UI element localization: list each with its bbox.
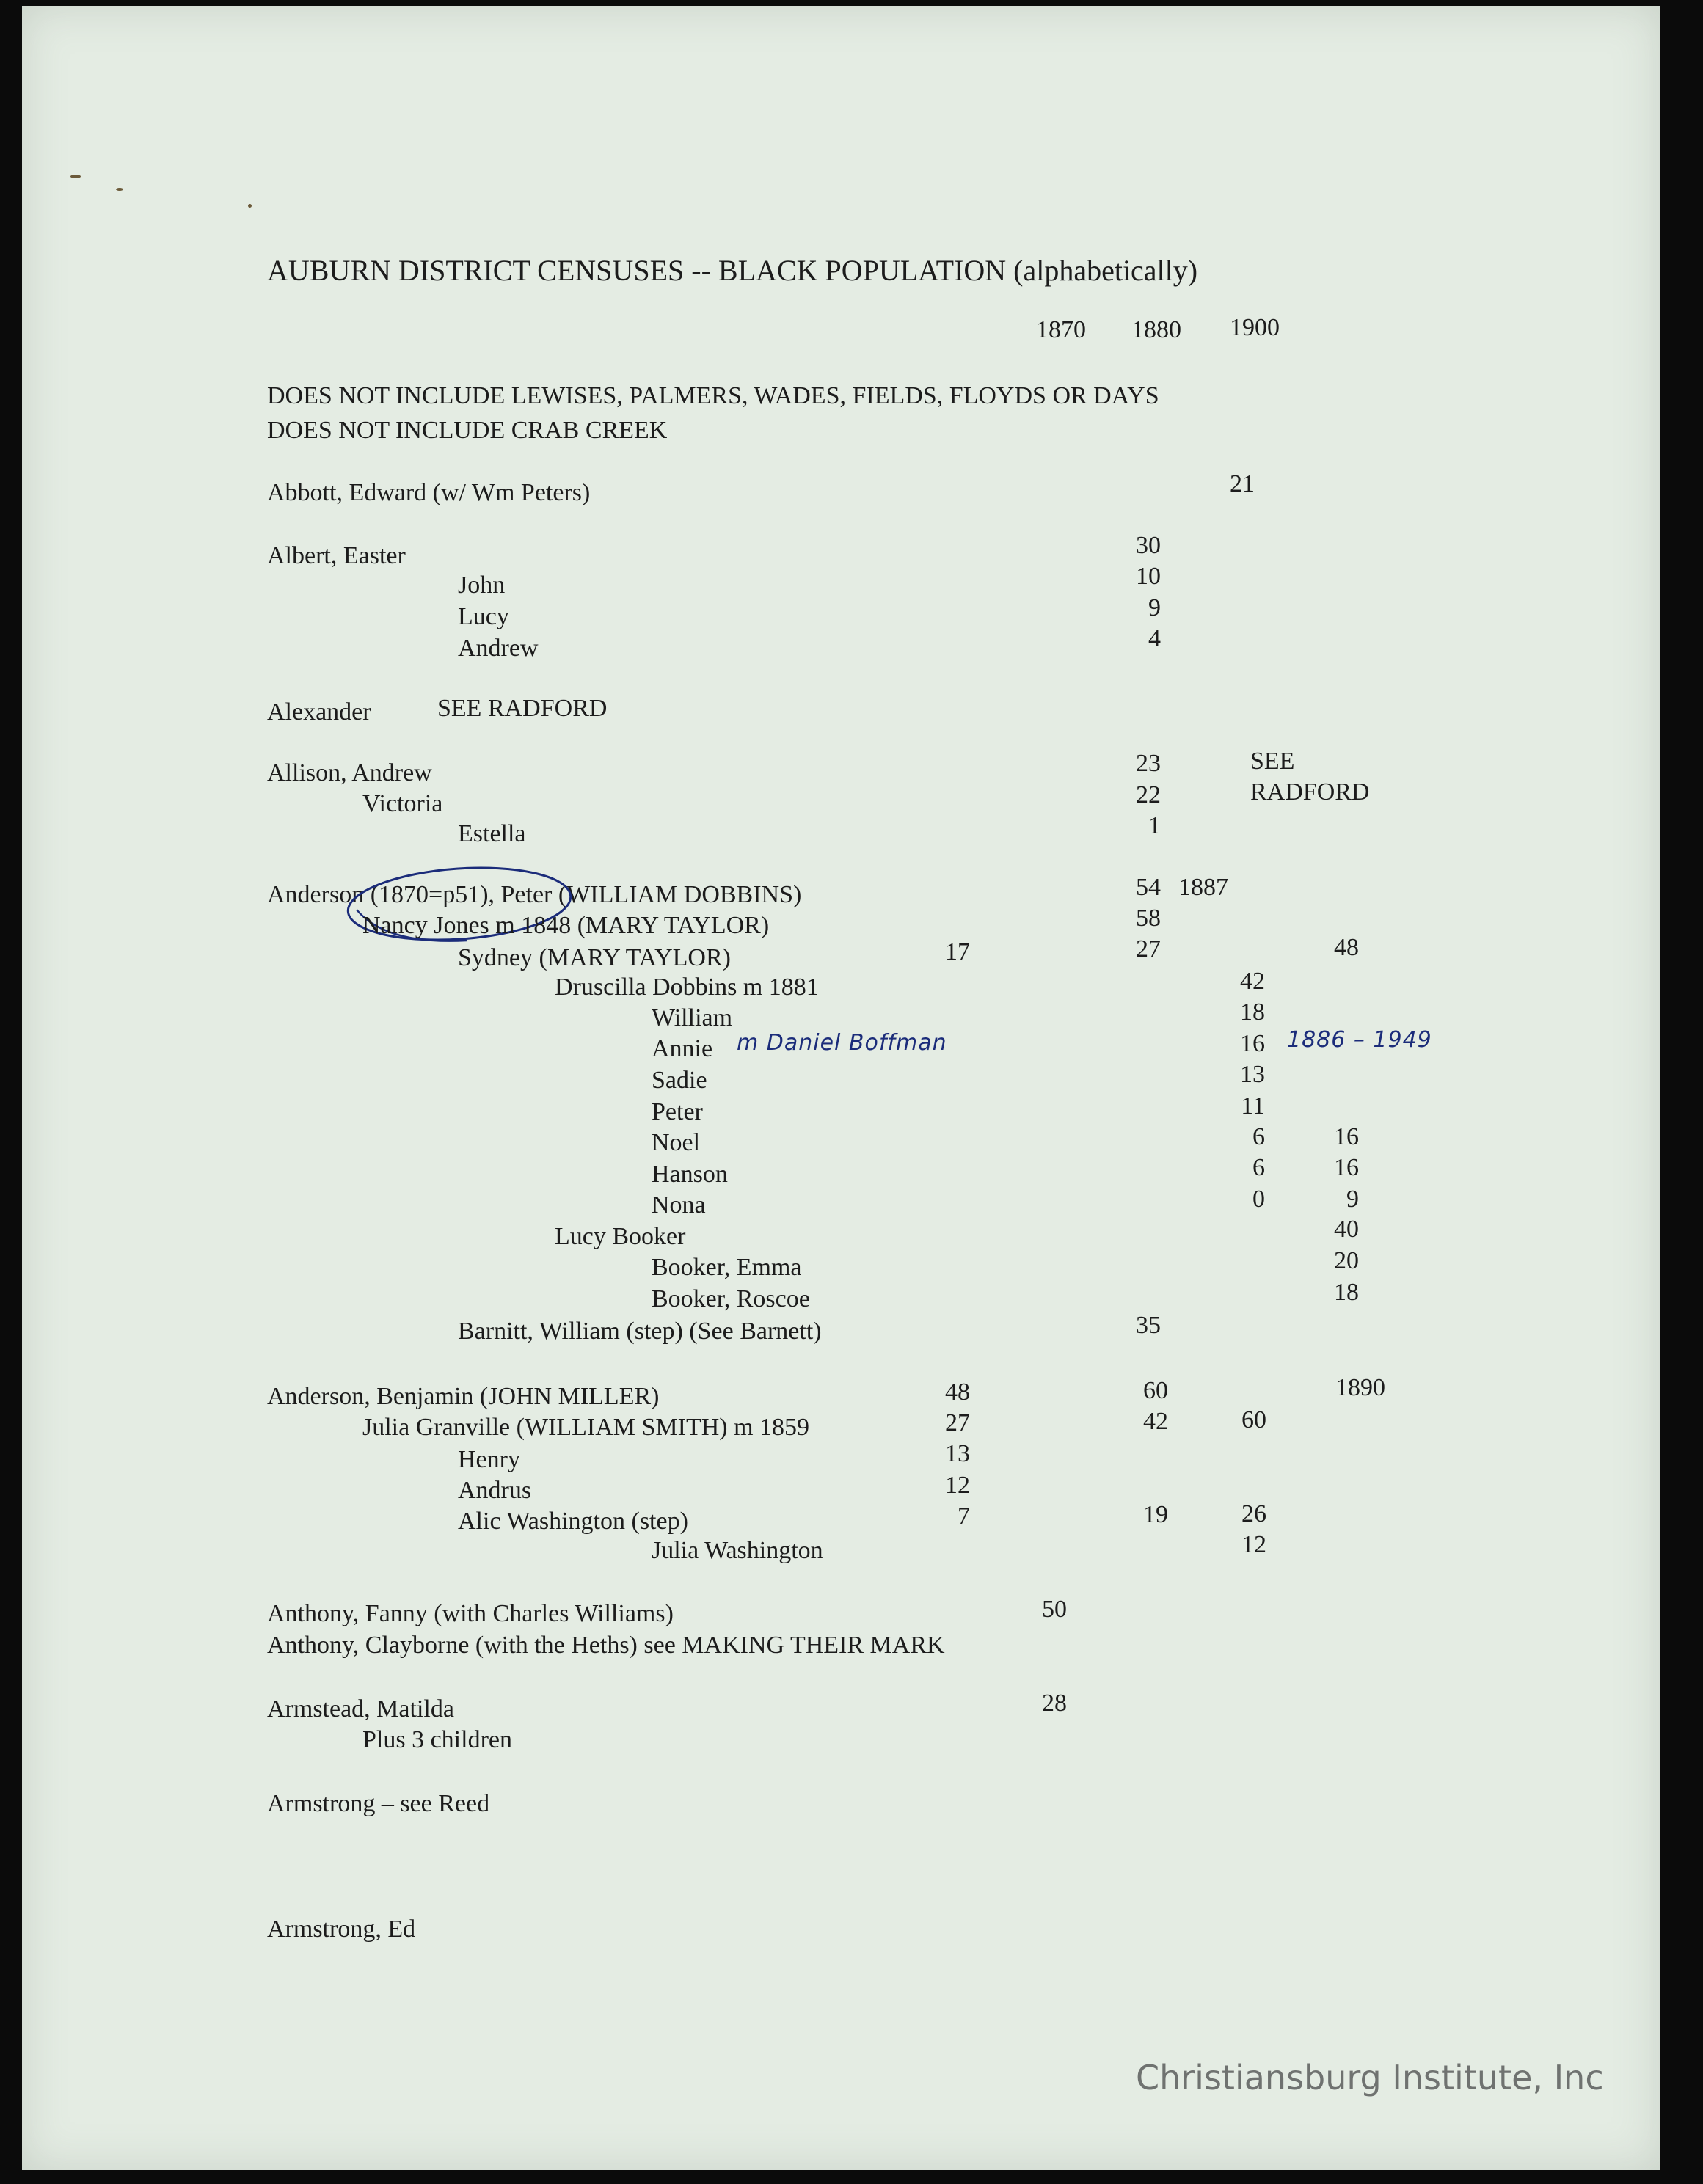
entry-name: Sydney (MARY TAYLOR) [458, 944, 731, 971]
entry-name: Plus 3 children [362, 1726, 512, 1753]
watermark: Christiansburg Institute, Inc [1136, 2058, 1604, 2097]
entry-name: Booker, Emma [652, 1254, 802, 1281]
entry-value: 28 [1042, 1690, 1067, 1717]
entry-value: 42 [1240, 968, 1265, 995]
entry-name: Armstrong, Ed [267, 1915, 416, 1943]
entry-name: Lucy [458, 603, 509, 630]
entry-name: Estella [458, 820, 526, 847]
entry-value: 16 [1334, 1154, 1359, 1181]
entry-surname: Anderson [267, 881, 365, 908]
entry-value: 6 [1252, 1123, 1265, 1150]
entry-value: 48 [945, 1378, 970, 1406]
entry-value: 58 [1136, 905, 1161, 932]
entry-value: 10 [1136, 563, 1161, 590]
entry-name: Armstrong – see Reed [267, 1790, 490, 1817]
entry-value: 9 [1148, 594, 1161, 621]
entry-name: Barnitt, William (step) (See Barnett) [458, 1318, 822, 1345]
entry-value: 12 [1241, 1531, 1266, 1558]
entry-name: Noel [652, 1129, 701, 1156]
entry-see-reference: SEE RADFORD [437, 695, 608, 722]
entry-name: Anthony, Fanny (with Charles Williams) [267, 1600, 674, 1627]
handwritten-annotation: 1886 – 1949 [1287, 1027, 1432, 1053]
entry-name: Nona [652, 1191, 706, 1219]
entry-name-detail: (1870=p51), Peter (WILLIAM DOBBINS) [364, 881, 802, 908]
entry-name: John [458, 571, 506, 599]
entry-name: Andrew [458, 635, 539, 662]
entry-name: Allison, Andrew [267, 759, 432, 786]
entry-value: 19 [1143, 1501, 1168, 1528]
entry-value: 60 [1241, 1406, 1266, 1434]
entry-value: 11 [1241, 1092, 1265, 1120]
entry-value: 7 [958, 1502, 970, 1530]
entry-value: 22 [1136, 781, 1161, 808]
year-header-1880: 1880 [1131, 316, 1181, 343]
entry-value: 18 [1240, 998, 1265, 1026]
entry-name: Julia Washington [652, 1537, 823, 1564]
entry-value: 1890 [1335, 1374, 1385, 1401]
entry-name: William [652, 1004, 733, 1031]
entry-value: 30 [1136, 532, 1161, 559]
entry-name: Andrus [458, 1477, 532, 1504]
page-title: AUBURN DISTRICT CENSUSES -- BLACK POPULATION (alphabetically) [267, 254, 1198, 287]
note-crab-creek: DOES NOT INCLUDE CRAB CREEK [267, 417, 668, 444]
handwritten-annotation: m Daniel Boffman [737, 1030, 947, 1056]
entry-name: Julia Granville (WILLIAM SMITH) m 1859 [362, 1414, 810, 1441]
entry-value: 21 [1230, 470, 1255, 497]
entry-name: Anthony, Clayborne (with the Heths) see MAKING THEIR MARK [267, 1632, 945, 1659]
entry-value: 17 [945, 938, 970, 965]
entry-value: 1 [1148, 812, 1161, 839]
entry-value: 16 [1334, 1123, 1359, 1150]
entry-name: Armstead, Matilda [267, 1695, 454, 1723]
year-header-1900: 1900 [1230, 314, 1280, 341]
entry-value: 26 [1241, 1500, 1266, 1527]
entry-value: 1887 [1178, 874, 1228, 901]
paper-speck [248, 204, 252, 208]
entry-name: Booker, Roscoe [652, 1285, 810, 1312]
entry-value: 20 [1334, 1247, 1359, 1274]
entry-name: Annie [652, 1035, 713, 1062]
entry-value: 6 [1252, 1154, 1265, 1181]
entry-value: 16 [1240, 1030, 1265, 1057]
entry-name: Alexander [267, 698, 371, 726]
entry-value: 48 [1334, 934, 1359, 961]
entry-name: Henry [458, 1446, 520, 1473]
entry-name: Sadie [652, 1067, 707, 1094]
entry-value: 13 [945, 1440, 970, 1467]
entry-value: 4 [1148, 625, 1161, 652]
entry-name: Abbott, Edward (w/ Wm Peters) [267, 479, 591, 506]
entry-name: Lucy Booker [555, 1223, 686, 1250]
entry-value: 54 [1136, 874, 1161, 901]
entry-value: 27 [945, 1409, 970, 1436]
entry-value: 42 [1143, 1408, 1168, 1435]
entry-value: 9 [1346, 1186, 1359, 1213]
note-exclusions: DOES NOT INCLUDE LEWISES, PALMERS, WADES, FIELDS, FLOYDS OR DAYS [267, 382, 1159, 409]
document-page [22, 6, 1660, 2170]
entry-name: Druscilla Dobbins m 1881 [555, 974, 819, 1001]
entry-name: Peter [652, 1098, 703, 1125]
entry-value: 0 [1252, 1186, 1265, 1213]
entry-value: 23 [1136, 750, 1161, 777]
entry-name: Hanson [652, 1161, 728, 1188]
entry-value: 50 [1042, 1596, 1067, 1623]
entry-value: 60 [1143, 1377, 1168, 1404]
entry-see-reference: SEE [1250, 748, 1295, 775]
entry-see-reference: RADFORD [1250, 778, 1370, 806]
entry-name: Anderson, Benjamin (JOHN MILLER) [267, 1383, 660, 1410]
entry-name: Victoria [362, 790, 443, 817]
entry-value: 12 [945, 1472, 970, 1499]
entry-value: 27 [1136, 935, 1161, 963]
entry-name: Alic Washington (step) [458, 1508, 688, 1535]
paper-speck [116, 188, 123, 191]
entry-value: 35 [1136, 1312, 1161, 1339]
entry-value: 40 [1334, 1216, 1359, 1243]
entry-value: 18 [1334, 1279, 1359, 1306]
paper-speck [70, 175, 81, 178]
entry-name: Albert, Easter [267, 542, 406, 569]
entry-value: 13 [1240, 1061, 1265, 1088]
entry-name: Nancy Jones m 1848 (MARY TAYLOR) [362, 912, 770, 939]
year-header-1870: 1870 [1036, 316, 1086, 343]
